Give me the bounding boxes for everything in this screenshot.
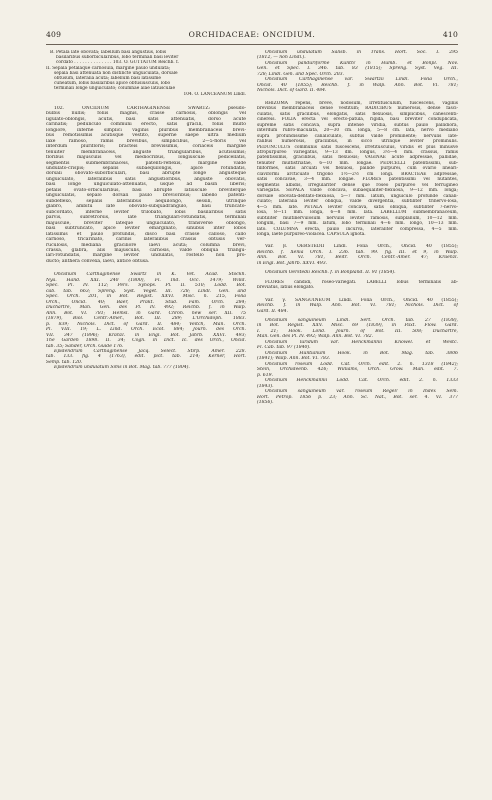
key-line: cuneatum, lobis basilaribus apice obtusiusculis, lobo [54,81,171,87]
key-line: 104. O. LANCEANUM Lindl. [183,91,246,97]
species-line: petalis ovato-orbicularibus, basi abrupte latiuscule breviterque [46,187,246,193]
reference-line: Epidendrum undulatum Sims in Bot. Mag. tab. 777 (1804). [54,365,190,371]
species-line: majuscule, breviter lateque unguiculato, transverse oblongo, [46,220,246,226]
species-line: segmentis submembranaceis, patenti-reflexis, margine valde [46,160,246,166]
species-line: ligulato-oblongis, acutis, basi satis attenuatis, dorso acute [46,116,246,122]
key-line: cordato . . . . . . . . . . . . . . 103. O. GUTTATUM Reichb. f. [56,60,179,66]
species-line: basi longe unguiculato-attenuatis, usque ad basin liberis; [46,182,246,188]
description-line: ralibus numerosis, gracilibus, in sicco utrinque leviter prominulis. [257,139,458,145]
variety-line: Var. γ. SANGUINEUM Lindl. Folia Orch., Oncid. 40 (1855); [265,297,458,303]
reference-line: p. 839; Nichols. Dict. of Gard. II. 484; Veitch, Man. Orch. [46,321,246,327]
reference-line: Epidendrum Carthaginense Jacq. Select. Stirp. Amer. 228. [54,349,246,355]
variety-synonym-line: in Bot. Regist. XXV. Misc. 69 (1839), in Paxt. Flow. Gard. [257,323,458,329]
variety-line: Ann. Bot. VI. 781, Beitr. Orch. Centr.-Amer. 47; Kraenzl. [257,255,458,261]
variety-line: Reichb. f. in Walp. Ann. Bot. VI. 781; Nichols. Dict. of [257,303,458,309]
species-line: 102. ONCIDIUM CARTHAGINENSE SWARTZ: pseudo- [54,105,246,111]
description-line: cinereis. FOLIA erecta vel erecto-patula, rigida, basi breviter conduplicata, [257,117,458,123]
species-line: lari-rotundatis, margine leviter undulatis, rostello non pro- [46,253,246,259]
description-line: 4—5 mm. late. PETALA leviter concava, satis obliqua, subtiliter 7-nervo- [257,204,458,210]
description-line: segmentis albidis, irregulariter dense que roseo purpureo vel ferrugineo [257,182,458,188]
description-line: interdum rubro-maculata, 20—30 cm. longa, 5—8 cm. lata, nervo mediano [257,128,458,134]
reference-line: cab. tab. 663; Spreng. Syst. Veget. III. 728; Lindl. Gen. and [46,288,246,294]
variety-synonym-line: Oncidium Huntianum Hook. in Bot. Mag. tab. 3806 [265,350,458,356]
reference-line: Oncidium Carthaginense Swartz in K. Vet. Acad. Stockh. [54,272,246,278]
synonym-line: Gen. et Spec. I. 346. tab. 83 (1815); Spreng. Syst. Veg. III. [257,66,458,72]
variety-desc: FLORES candidi, roseo-variegati. LABELLI lobus terminalis ab- [265,279,458,285]
key-line: II. Sepala petalaque carnosula, margine paulo undulata; [46,65,171,71]
reference-line: Spec. Pl. IV. 112; Pers. Synops. Pl. II. 510; Lodd. Bot. [46,283,246,289]
variety-synonym-line: Fl. Cab. tab. 97 (1840). [257,345,311,351]
variety-synonym-line: (1841); Walp. Ann. Bot. VI. 783. [257,356,331,362]
description-line: longum, basi 7—9 mm. latum, lobo terminali 4—6 mm. longo, 10—13 mm. [257,221,458,227]
variety-synonym: Oncidium Oerstedii Reichb. f. in Bonpland. II. 91 (1854). [265,270,396,276]
reference-line: Orch., Oncid. 40; Baer, Prakt. Stud. Fam. Orch. 284; [46,299,246,305]
variety-beta [257,244,458,290]
reference-line: Semp. tab. 120. [46,359,83,365]
page-number-left: 409 [46,30,62,39]
reference-line: Pl. VIII. 19; L. Lind. Orch. Ecot. 884; Journ. des Orch. [46,327,246,333]
species-line: longiore, inferne simplici vaginis pluribus membranaceis brevi- [46,127,246,133]
description-line: culato; lateralia leviter obliqua, valde divergentia, subtiliter trinervo-losa, [257,199,458,205]
description-line: brevibus membranaceis dense vestitum; RADICIBUS numerosis, dense fasci- [257,106,458,112]
species-line: unguiculatis, sepalo dorsali paulo brevioribus; labello patenti- [46,193,246,199]
description-line: satis concavae, 3—4 mm. longae. FLORES patentissimi vel nutantes, [257,177,458,183]
variety-synonym-line: (1843). [257,383,274,389]
species-line: bus remotissimis acutisque vestito, superne saepe ultra medium [46,133,246,139]
synonym-line: Oncidium undulatum Salisb. in Trans. Hort. Soc. I. 295 [265,50,458,55]
species-description [46,106,246,265]
species-line: dorsali obovato-suborbiculari, basi abrupte longe angusteque [46,171,246,177]
key-block [46,50,246,97]
variety-gamma [257,298,458,406]
key-line: B. Petala late obovata; labellum basi angustius, lobis [50,50,167,55]
synonym-line: Oncidium panduriforme Kunth! in Humb. et Bonpl. Nov. [265,60,458,66]
variety-synonym-line: Stein, Orchideenb. 426; Williams, Orch. Grow. Man. edit. 7. [257,367,458,373]
description-line: lato. COLUMNA erecta, paulo incurva, lateraliter compressa, 4—5 mm. [257,226,458,232]
synonym-block [257,50,458,94]
right-column [257,50,458,406]
variety-line: in Engl. Bot. Jahrb. XXVI. 493. [257,260,328,266]
reference-line: Ann. Bot. VI. 781; Hemsl. in Gard. Chron. new ser. XII. 75 [46,310,246,316]
species-line: carinatis; pedunculo communi erecto, satis gracili, foliis multo [46,122,246,128]
variety-synonym-line: Oncidium Henckmannii Lodd. Cat. Orch. edit. 2. n. 1333 [265,378,458,384]
reference-line: Duchartre, Man. Gén. des Pl. IV. 492; Reichb. f. in Walp. [46,305,246,311]
description-line: culatis, satis gracilibus, elongatis, satis flexuosis, simplicibus, canescenti- [257,111,458,117]
description-line: losa, 8—11 mm. longa, 6—8 mm. lata. LABELLUM submembranaceum, [257,210,458,216]
key-line: sepala basi attenuata non distincte unguiculata, dorsale [54,70,178,76]
description-line: dorsale obovata-dentato-flexuosa, 5—7 mm. latum, unguiculo profunde canali- [257,193,458,199]
running-title: ORCHIDACEAE: ONCIDIUM. [188,30,316,39]
synonym-line: Oncidium Carthaginense var. Swartzii Lindl. Folia Orch., [265,77,458,83]
left-column [46,50,246,371]
description-line: atropurpureo variegatus, 9—13 dm. longus, 3½—4 mm. crassus, ramis [257,150,458,156]
description-line: claviformi arcticuato trigono 1½—2½ cm longi. BRACTEAE adpressae, [257,171,458,177]
species-line: ruculosis, mediana graciliore laevi acuta; columna brevi, [46,242,246,248]
variety-line: Var. β. OERSTEDII Lindl. Folia Orch., Oncid. 40 (1855); [265,244,458,250]
description-line: PEDUNCULUS communis satis fuscescens, irretitusculus, viridis et plus minusve [257,144,458,150]
species-line: glabro, ambitu late obovato-subquadrangulo, basi truncato- [46,204,246,210]
morphology-description [257,101,458,237]
reference-line: VII. 347 (1896); Kränzl. in Engl. Bot. Jahrb. XXVI. 493; [46,332,246,338]
key-line: basilaribus suborbicularibus, lobo terminali basi leviter [56,55,179,61]
header-rule [46,44,458,45]
species-line: subdeflexo, sepalis lateralibus aequilongo, sessili, utrinque [46,198,246,204]
variety-synonym-line: Man. Gén. des Pl. IV. 492; Walp. Ann. Bot. VI. 782. [257,334,374,340]
species-line: subcordato, inferne leviter trilobato, lobis basilaribus satis [46,209,246,215]
species-line: crassa, glabra, alis majusculis, carnosis, valde obliqua triangu- [46,248,246,254]
species-line: interdum plurifloris; bracteis brevissimis, coriaceis margine [46,144,246,150]
description-line: longa, laete purpureo-violacea. CAPSULA ignota. [257,232,366,238]
species-line: parvis, subretrorsis, late triangulari-rotundatis, terminali [46,215,246,221]
description-line: subtiliter multinervulosum nervulis leviter ramosis, subplanum, 10—12 mm. [257,215,458,221]
synonym-line: 728; Lindl. Gen. and Spec. Orch. 203. [257,71,344,77]
variety-synonym-line: I. 21; Hook. Lond. Journ. of Bot. III. 508; Duchartre, [257,328,458,334]
description-line: variegatis. SEPALA valde concava, subaequaliter-flexuosa, 9—12 mm. longa; [257,188,458,194]
synonym-line: Oncid. 40 (1855); Reichb. f. in Walp. Ann. Bot. VI. 781; [257,82,458,88]
species-line: undulato-crispis; sepalis subaequilongis, apice rotundatis, [46,165,246,171]
species-line: ducto; anthera convexa, laevi, antice obtusa. [46,258,150,264]
variety-synonym-line: Oncidium roseum Lodd. Cat. Orch. edit. 2. n. 1318 (1842); [265,361,458,367]
page-number-right: 410 [442,30,458,39]
species-line: carnoso, tricarinato, carinis lateralibus crassis obtusis ver- [46,237,246,243]
species-line: latissimis et paulo profundis, disco basi crasse calloso, callo [46,231,246,237]
variety-synonym-line: Oncidium sanguineum var. roseum Regel! in Index Sem. [265,389,458,395]
reference-line: tab. 35; Sander, Orch. Guide 176. [46,343,124,349]
species-line: tenuiter membranaceis, anguste triangularibus, acutissimis; [46,149,246,155]
species-line: laxe ramoso, ramis brevibus, simplicibus, 2—5-floris vel [46,138,246,144]
reference-line: Spec. Orch. 201, in Bot. Regist. XXVI. Misc. n. 215, Folia [46,294,246,300]
synonym-line: (1812, — non Lindl.). [257,55,306,61]
reference-line: The Garden 1898. II. 34; Cogn. in Dict. Ic. des Orch., Oncid. [46,338,246,344]
reference-line: Nya. Hand. XXI. 240 (1800), Fl. Ind. Occ. 1479; Willd. [46,277,246,283]
variety-synonym-line: p. 619. [257,372,273,378]
key-line: obtusum, lateralia acuta; labellum basi latissime [54,76,161,82]
species-line: basi subtruncato, apice leviter emarginato, sinubus inter lobos [46,226,246,232]
variety-line: Gard. II. 484. [257,308,288,314]
variety-synonym-line: Hort. Petrop. 1856 p. 23; Ann. Sc. Nat., Bot. ser. 4. VI. 377 [257,394,458,400]
description-line: tenuiter multistriatae, 6—10 mm. longae. PEDICELLI patentissimi, sub- [257,160,458,166]
species-line: bulbis nullis; foliis magnis, crasse carnosis, oblongis vel [46,111,246,117]
synonym-line: Nichols. Dict. of Gard. II. 484. [257,88,327,94]
reference-line: tab. 133. fig. 4 (1763), edit. pict. tab. 214; Kerner, Hort. [46,354,246,360]
description-line: filiformes, satis arcuati vel flexuosi, pallide purpurei, cum ovario lineari- [257,166,458,172]
variety-synonym-line: (1856). [257,400,274,406]
variety-synonym-line: Oncidium luridum var. Henckmannii Knowel. et Westc. [265,339,458,345]
species-line: unguiculato, lateralibus satis angustioribus, anguste obovatis, [46,176,246,182]
page-header [46,30,458,42]
variety-synonym-line: Oncidium sanguineum Lindl. Sert. Orch. tab. 27 (1838), [265,318,458,323]
variety-line: Reichb. f. Xenia Orch. I. 236. tab. 99. fig. III. et 9, in Walp. [257,249,458,255]
description-line: RHIZOMA repens, breve, nodosum, irretitusculum, fuscescens, vaginis [265,100,458,106]
description-line: supra profundissime canaliculato, subtus valde prominente; nervulis late- [257,133,458,139]
description-line: patentissimis, gracilibus, satis flexuosis; VAGINAE acute adpressae, pallidae, [257,155,458,161]
variety-desc: breviatus, latius elongato. [257,285,315,291]
description-line: supreme satis concava, supra intense viridia, subtus paulo pallidiora, [257,122,458,128]
reference-line: (1879), Biol. Centr.-Amer., Bot. III. 289; L'Orchidoph. 1883. [46,316,246,322]
reference-block [46,272,246,370]
species-line: floribus majusculis vel mediocribus, longiuscule pedicellatis, [46,155,246,161]
key-line: terminali longe unguiculato; columnae alae latiusculae [54,86,176,92]
